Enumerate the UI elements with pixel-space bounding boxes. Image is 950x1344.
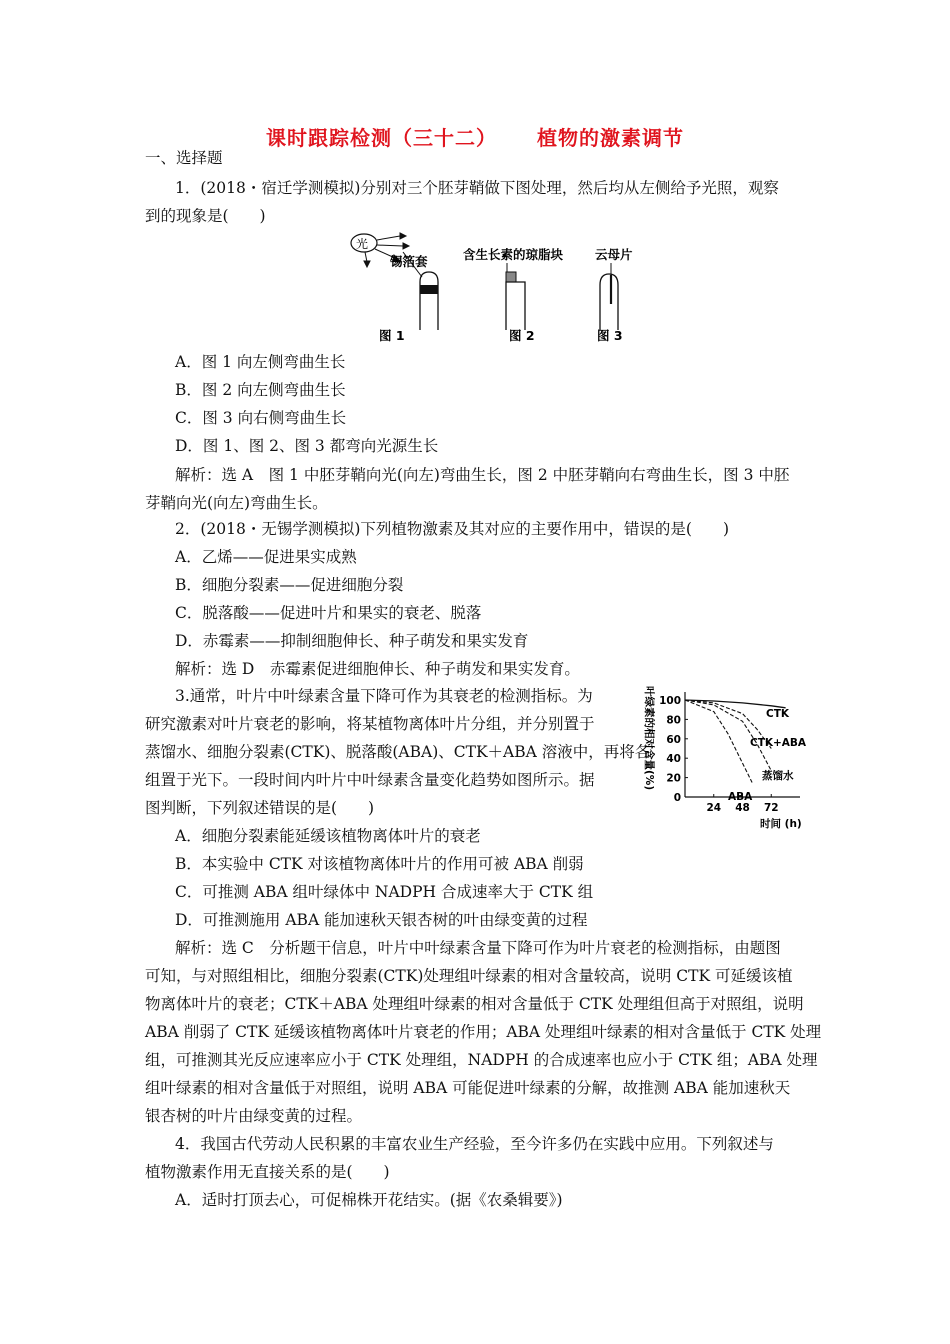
q3-analysis-line6: 组叶绿素的相对含量低于对照组，说明 ABA 可能促进叶绿素的分解，故推测 ABA 能加速秋天 [145,1079,791,1097]
q1-stem-line2: 到的现象是( ) [145,207,266,225]
chart-x-axis-label: 时间 (h) [760,818,802,830]
q3-option-c: C．可推测 ABA 组叶绿体中 NADPH 合成速率大于 CTK 组 [175,883,594,901]
q3-option-b: B．本实验中 CTK 对该植物离体叶片的作用可被 ABA 削弱 [175,855,584,873]
q3-analysis-line1: 解析：选 C 分析题干信息，叶片中叶绿素含量下降可作为叶片衰老的检测指标，由题图 [175,939,781,957]
q2-option-a: A．乙烯——促进果实成熟 [175,548,357,566]
q1-stem-line1: 1．(2018・宿迁学测模拟)分别对三个胚芽鞘做下图处理，然后均从左侧给予光照，观察 [175,179,779,197]
chart-y-axis-label: 叶绿素的相对含量(%) [643,686,655,791]
q3-stem-line2: 研究激素对叶片衰老的影响，将某植物离体叶片分组，并分别置于 [145,715,595,733]
q4-option-a: A．适时打顶去心，可促棉株开花结实。(据《农桑辑要》) [175,1191,563,1209]
q3-option-d: D．可推测施用 ABA 能加速秋天银杏树的叶由绿变黄的过程 [175,911,588,929]
q1-analysis-line2: 芽鞘向光(向左)弯曲生长。 [145,494,328,512]
coleoptile-figure [345,230,655,350]
chart-series-label: ABA [728,791,753,803]
q1-option-a: A．图 1 向左侧弯曲生长 [175,353,346,371]
q3-analysis-line2: 可知，与对照组相比，细胞分裂素(CTK)处理组叶绿素的相对含量较高，说明 CTK 可延缓该植 [145,967,793,985]
q1-option-d: D．图 1、图 2、图 3 都弯向光源生长 [175,437,439,455]
chart-series [685,700,807,803]
q3-analysis-line3: 物离体叶片的衰老；CTK＋ABA 处理组叶绿素的相对含量低于 CTK 处理组但高于对照组，说明 [145,995,804,1013]
q3-analysis-line7: 银杏树的叶片由绿变黄的过程。 [145,1107,363,1125]
coleoptile-3 [600,274,618,330]
coleoptile-1 [420,272,438,330]
title-part2: 植物的激素调节 [537,126,684,150]
q2-option-d: D．赤霉素——抑制细胞伸长、种子萌发和果实发育 [175,632,529,650]
chart-y-tick-label: 40 [666,753,681,766]
chart-series-line [685,700,771,771]
chart-series-line [685,700,752,783]
chart-series-label: CTK+ABA [750,737,807,749]
agar-block-icon [506,272,516,282]
section-heading: 一、选择题 [145,149,223,167]
fig1-caption: 图 1 [379,328,405,343]
q4-stem-line1: 4．我国古代劳动人民积累的丰富农业生产经验，至今许多仍在实践中应用。下列叙述与 [175,1135,774,1153]
q3-analysis-line5: 组，可推测其光反应速率应小于 CTK 处理组，NADPH 的合成速率也应小于 CTK 组；ABA 处理 [145,1051,818,1069]
fig2-caption: 图 2 [509,328,535,343]
q2-analysis: 解析：选 D 赤霉素促进细胞伸长、种子萌发和果实发育。 [175,660,580,678]
fig3-caption: 图 3 [597,328,623,343]
agar-label: 含生长素的琼脂块 [463,247,564,262]
q2-stem: 2．(2018・无锡学测模拟)下列植物激素及其对应的主要作用中，错误的是( ) [175,520,729,538]
foil-label: 锡箔套 [390,254,428,269]
q1-option-b: B．图 2 向左侧弯曲生长 [175,381,346,399]
q3-stem-line5: 图判断，下列叙述错误的是( ) [145,799,375,817]
chart-x-tick-label: 48 [735,802,750,814]
q3-stem-line3: 蒸馏水、细胞分裂素(CTK)、脱落酸(ABA)、CTK＋ABA 溶液中，再将各 [145,743,651,761]
chart-y-tick-label: 100 [659,695,681,707]
title-part1: 课时跟踪检测（三十二） [266,126,497,150]
chart-ticks [659,695,778,814]
q1-option-c: C．图 3 向右侧弯曲生长 [175,409,347,427]
q2-option-b: B．细胞分裂素——促进细胞分裂 [175,576,404,594]
chart-series-label: CTK [766,708,790,720]
q2-option-c: C．脱落酸——促进叶片和果实的衰老、脱落 [175,604,482,622]
chlorophyll-chart [640,680,820,830]
q3-stem-line1: 3.通常，叶片中叶绿素含量下降可作为其衰老的检测指标。为 [175,687,593,705]
chart-series-label: 蒸馏水 [762,770,794,782]
chart-x-tick-label: 72 [763,802,779,814]
chart-y-tick-label: 0 [673,792,681,804]
page-title [0,122,950,151]
chart-y-tick-label: 80 [666,714,681,727]
coleoptile-2 [506,282,525,330]
chart-y-tick-label: 60 [666,733,681,746]
chart-y-tick-label: 20 [666,772,681,785]
q3-option-a: A．细胞分裂素能延缓该植物离体叶片的衰老 [175,827,481,845]
q4-stem-line2: 植物激素作用无直接关系的是( ) [145,1163,390,1181]
q3-stem-line4: 组置于光下。一段时间内叶片中叶绿素含量变化趋势如图所示。据 [145,771,595,789]
foil-cap-icon [420,285,438,294]
q3-analysis-line4: ABA 削弱了 CTK 延缓该植物离体叶片衰老的作用；ABA 处理组叶绿素的相对含量低于 CTK 处理 [145,1023,822,1041]
mica-label: 云母片 [595,247,633,262]
q1-analysis-line1: 解析：选 A 图 1 中胚芽鞘向光(向左)弯曲生长，图 2 中胚芽鞘向右弯曲生长，图 3 中胚 [175,466,790,484]
light-label: 光 [356,237,369,251]
chart-x-tick-label: 24 [706,802,722,814]
